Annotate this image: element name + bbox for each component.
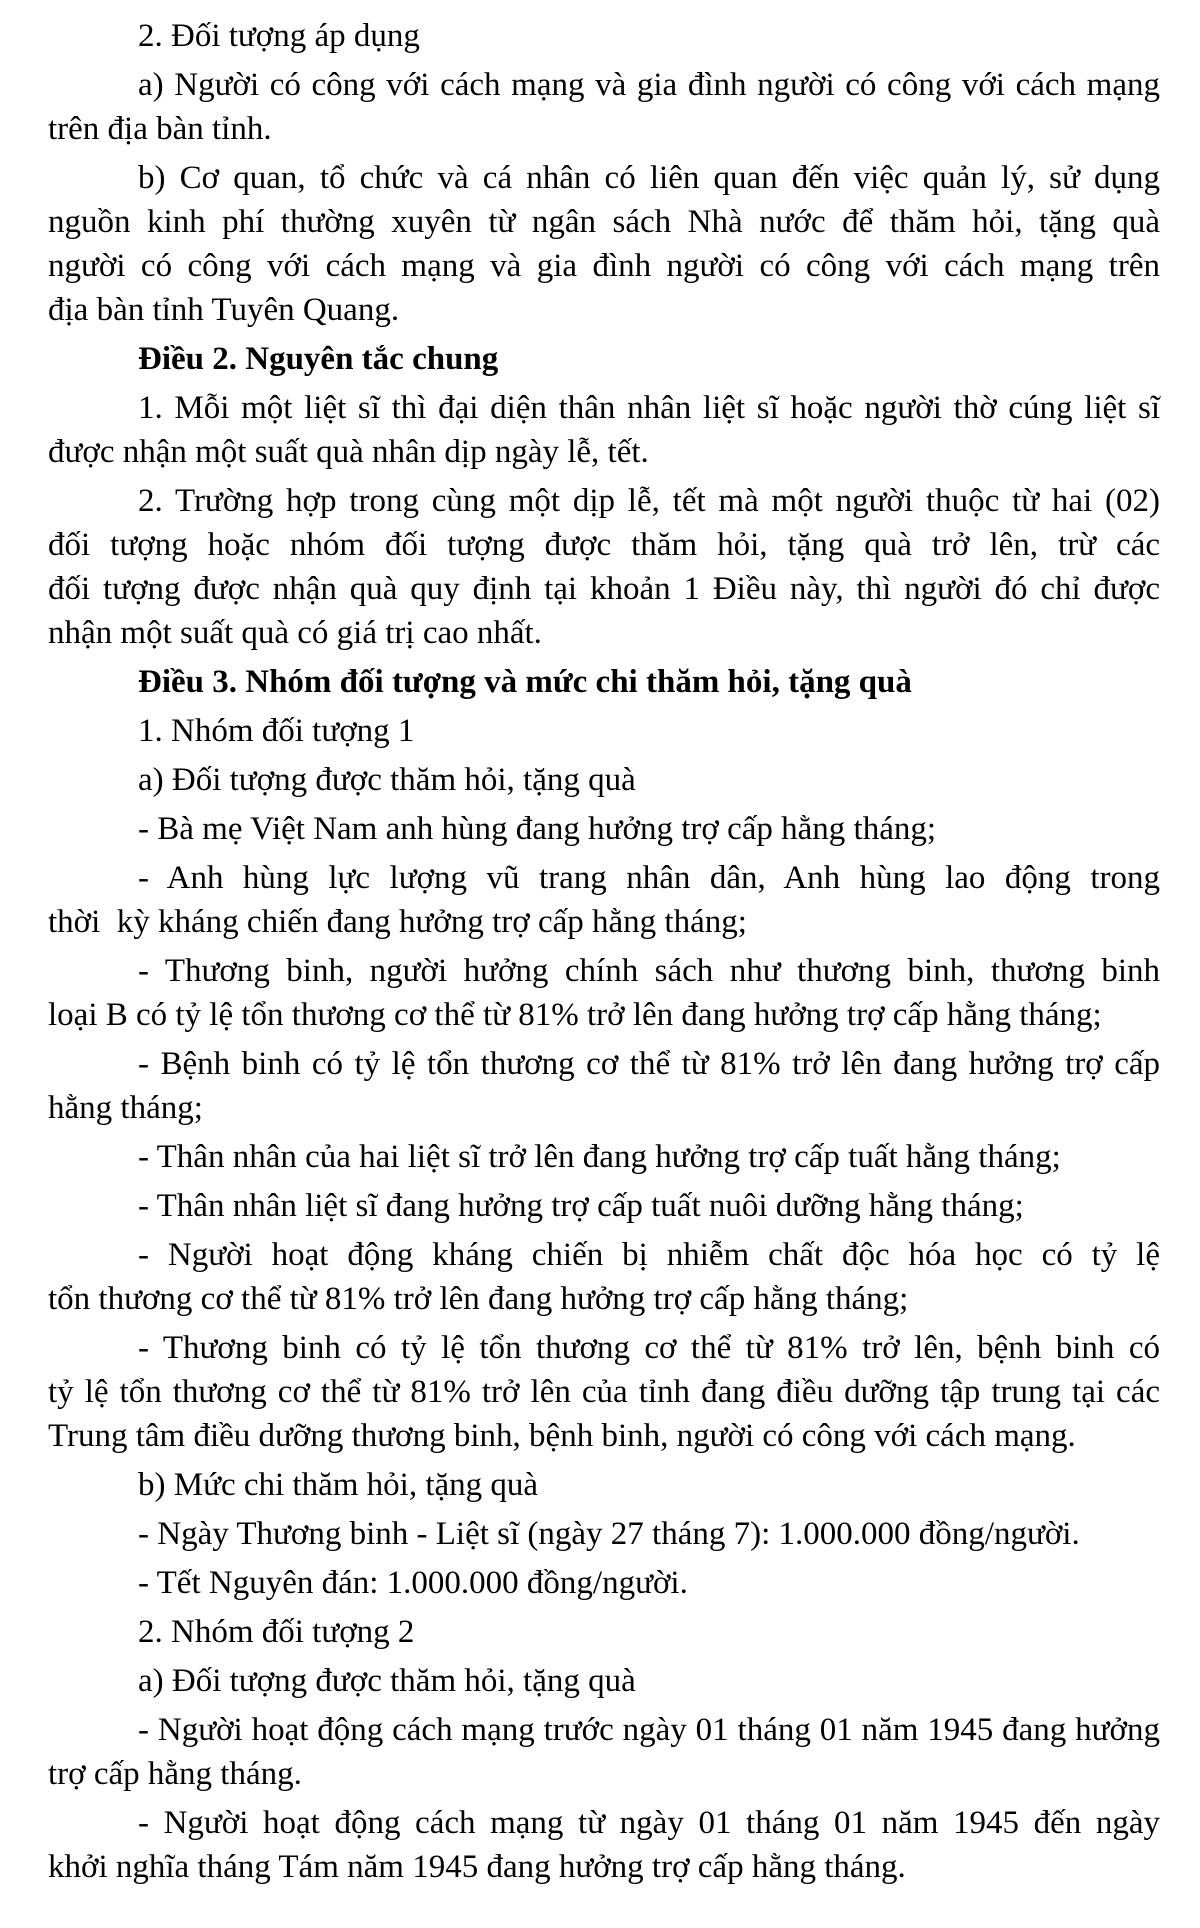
text-line: đối tượng được nhận quà quy định tại khoản 1 Điều này, thì người đó chỉ được (48, 571, 1160, 607)
article-heading (48, 660, 1160, 704)
paragraph (48, 14, 1160, 58)
text-line: tổn thương cơ thể từ 81% trở lên đang hưởng trợ cấp hằng tháng; (48, 1281, 909, 1317)
paragraph (48, 1801, 1160, 1889)
paragraph (48, 386, 1160, 474)
text-line: - Thân nhân của hai liệt sĩ trở lên đang hưởng trợ cấp tuất hằng tháng; (138, 1139, 1061, 1175)
paragraph (48, 856, 1160, 944)
text-line: - Tết Nguyên đán: 1.000.000 đồng/người. (138, 1565, 688, 1601)
paragraph (48, 758, 1160, 802)
text-line: 1. Mỗi một liệt sĩ thì đại diện thân nhân liệt sĩ hoặc người thờ cúng liệt sĩ (138, 390, 1160, 426)
text-line: 2. Trường hợp trong cùng một dịp lễ, tết mà một người thuộc từ hai (02) (138, 483, 1160, 519)
paragraph (48, 1610, 1160, 1654)
paragraph (48, 807, 1160, 851)
article-heading (48, 337, 1160, 381)
text-line: - Thương binh, người hưởng chính sách như thương binh, thương binh (138, 953, 1160, 989)
text-line: thời kỳ kháng chiến đang hưởng trợ cấp hằng tháng; (48, 904, 747, 940)
text-line: 2. Nhóm đối tượng 2 (138, 1614, 415, 1650)
text-line: Điều 2. Nguyên tắc chung (138, 341, 499, 377)
text-line: nhận một suất quà có giá trị cao nhất. (48, 615, 542, 651)
text-line: - Thân nhân liệt sĩ đang hưởng trợ cấp tuất nuôi dưỡng hằng tháng; (138, 1188, 1024, 1224)
text-line: - Anh hùng lực lượng vũ trang nhân dân, Anh hùng lao động trong (138, 860, 1160, 896)
paragraph (48, 1512, 1160, 1556)
paragraph (48, 1135, 1160, 1179)
text-line: - Người hoạt động cách mạng trước ngày 01 tháng 01 năm 1945 đang hưởng (138, 1712, 1160, 1748)
text-line: - Bà mẹ Việt Nam anh hùng đang hưởng trợ cấp hằng tháng; (138, 811, 937, 847)
text-line: 1. Nhóm đối tượng 1 (138, 713, 415, 749)
document-body (48, 14, 1160, 1889)
paragraph (48, 156, 1160, 332)
paragraph (48, 709, 1160, 753)
text-line: trên địa bàn tỉnh. (48, 111, 272, 147)
text-line: - Ngày Thương binh - Liệt sĩ (ngày 27 tháng 7): 1.000.000 đồng/người. (138, 1516, 1080, 1552)
text-line: được nhận một suất quà nhân dịp ngày lễ, tết. (48, 434, 649, 470)
text-line: b) Mức chi thăm hỏi, tặng quà (138, 1467, 539, 1503)
text-line: - Người hoạt động cách mạng từ ngày 01 tháng 01 năm 1945 đến ngày (138, 1805, 1160, 1841)
paragraph (48, 479, 1160, 655)
text-line: loại B có tỷ lệ tổn thương cơ thể từ 81% trở lên đang hưởng trợ cấp hằng tháng; (48, 997, 1102, 1033)
text-line: đối tượng hoặc nhóm đối tượng được thăm hỏi, tặng quà trở lên, trừ các (48, 527, 1160, 563)
text-line: - Thương binh có tỷ lệ tổn thương cơ thể từ 81% trở lên, bệnh binh có (138, 1330, 1160, 1366)
text-line: người có công với cách mạng và gia đình người có công với cách mạng trên (48, 248, 1160, 284)
paragraph (48, 1463, 1160, 1507)
paragraph (48, 1659, 1160, 1703)
paragraph (48, 1561, 1160, 1605)
text-line: a) Người có công với cách mạng và gia đình người có công với cách mạng (138, 67, 1160, 103)
text-line: Điều 3. Nhóm đối tượng và mức chi thăm hỏi, tặng quà (138, 664, 912, 700)
text-line: Trung tâm điều dưỡng thương binh, bệnh binh, người có công với cách mạng. (48, 1418, 1076, 1454)
text-line: trợ cấp hằng tháng. (48, 1756, 302, 1792)
text-line: tỷ lệ tổn thương cơ thể từ 81% trở lên của tỉnh đang điều dưỡng tập trung tại các (48, 1374, 1160, 1410)
text-line: địa bàn tỉnh Tuyên Quang. (48, 292, 400, 328)
text-line: - Bệnh binh có tỷ lệ tổn thương cơ thể từ 81% trở lên đang hưởng trợ cấp (138, 1046, 1160, 1082)
text-line: hằng tháng; (48, 1090, 203, 1126)
paragraph (48, 63, 1160, 151)
paragraph (48, 1708, 1160, 1796)
paragraph (48, 1042, 1160, 1130)
text-line: khởi nghĩa tháng Tám năm 1945 đang hưởng trợ cấp hằng tháng. (48, 1849, 906, 1885)
text-line: 2. Đối tượng áp dụng (138, 18, 420, 54)
text-line: - Người hoạt động kháng chiến bị nhiễm chất độc hóa học có tỷ lệ (138, 1237, 1160, 1273)
paragraph (48, 1184, 1160, 1228)
text-line: b) Cơ quan, tổ chức và cá nhân có liên quan đến việc quản lý, sử dụng (138, 160, 1160, 196)
text-line: a) Đối tượng được thăm hỏi, tặng quà (138, 1663, 636, 1699)
text-line: a) Đối tượng được thăm hỏi, tặng quà (138, 762, 636, 798)
paragraph (48, 1326, 1160, 1458)
paragraph (48, 949, 1160, 1037)
paragraph (48, 1233, 1160, 1321)
text-line: nguồn kinh phí thường xuyên từ ngân sách Nhà nước để thăm hỏi, tặng quà (48, 204, 1160, 240)
